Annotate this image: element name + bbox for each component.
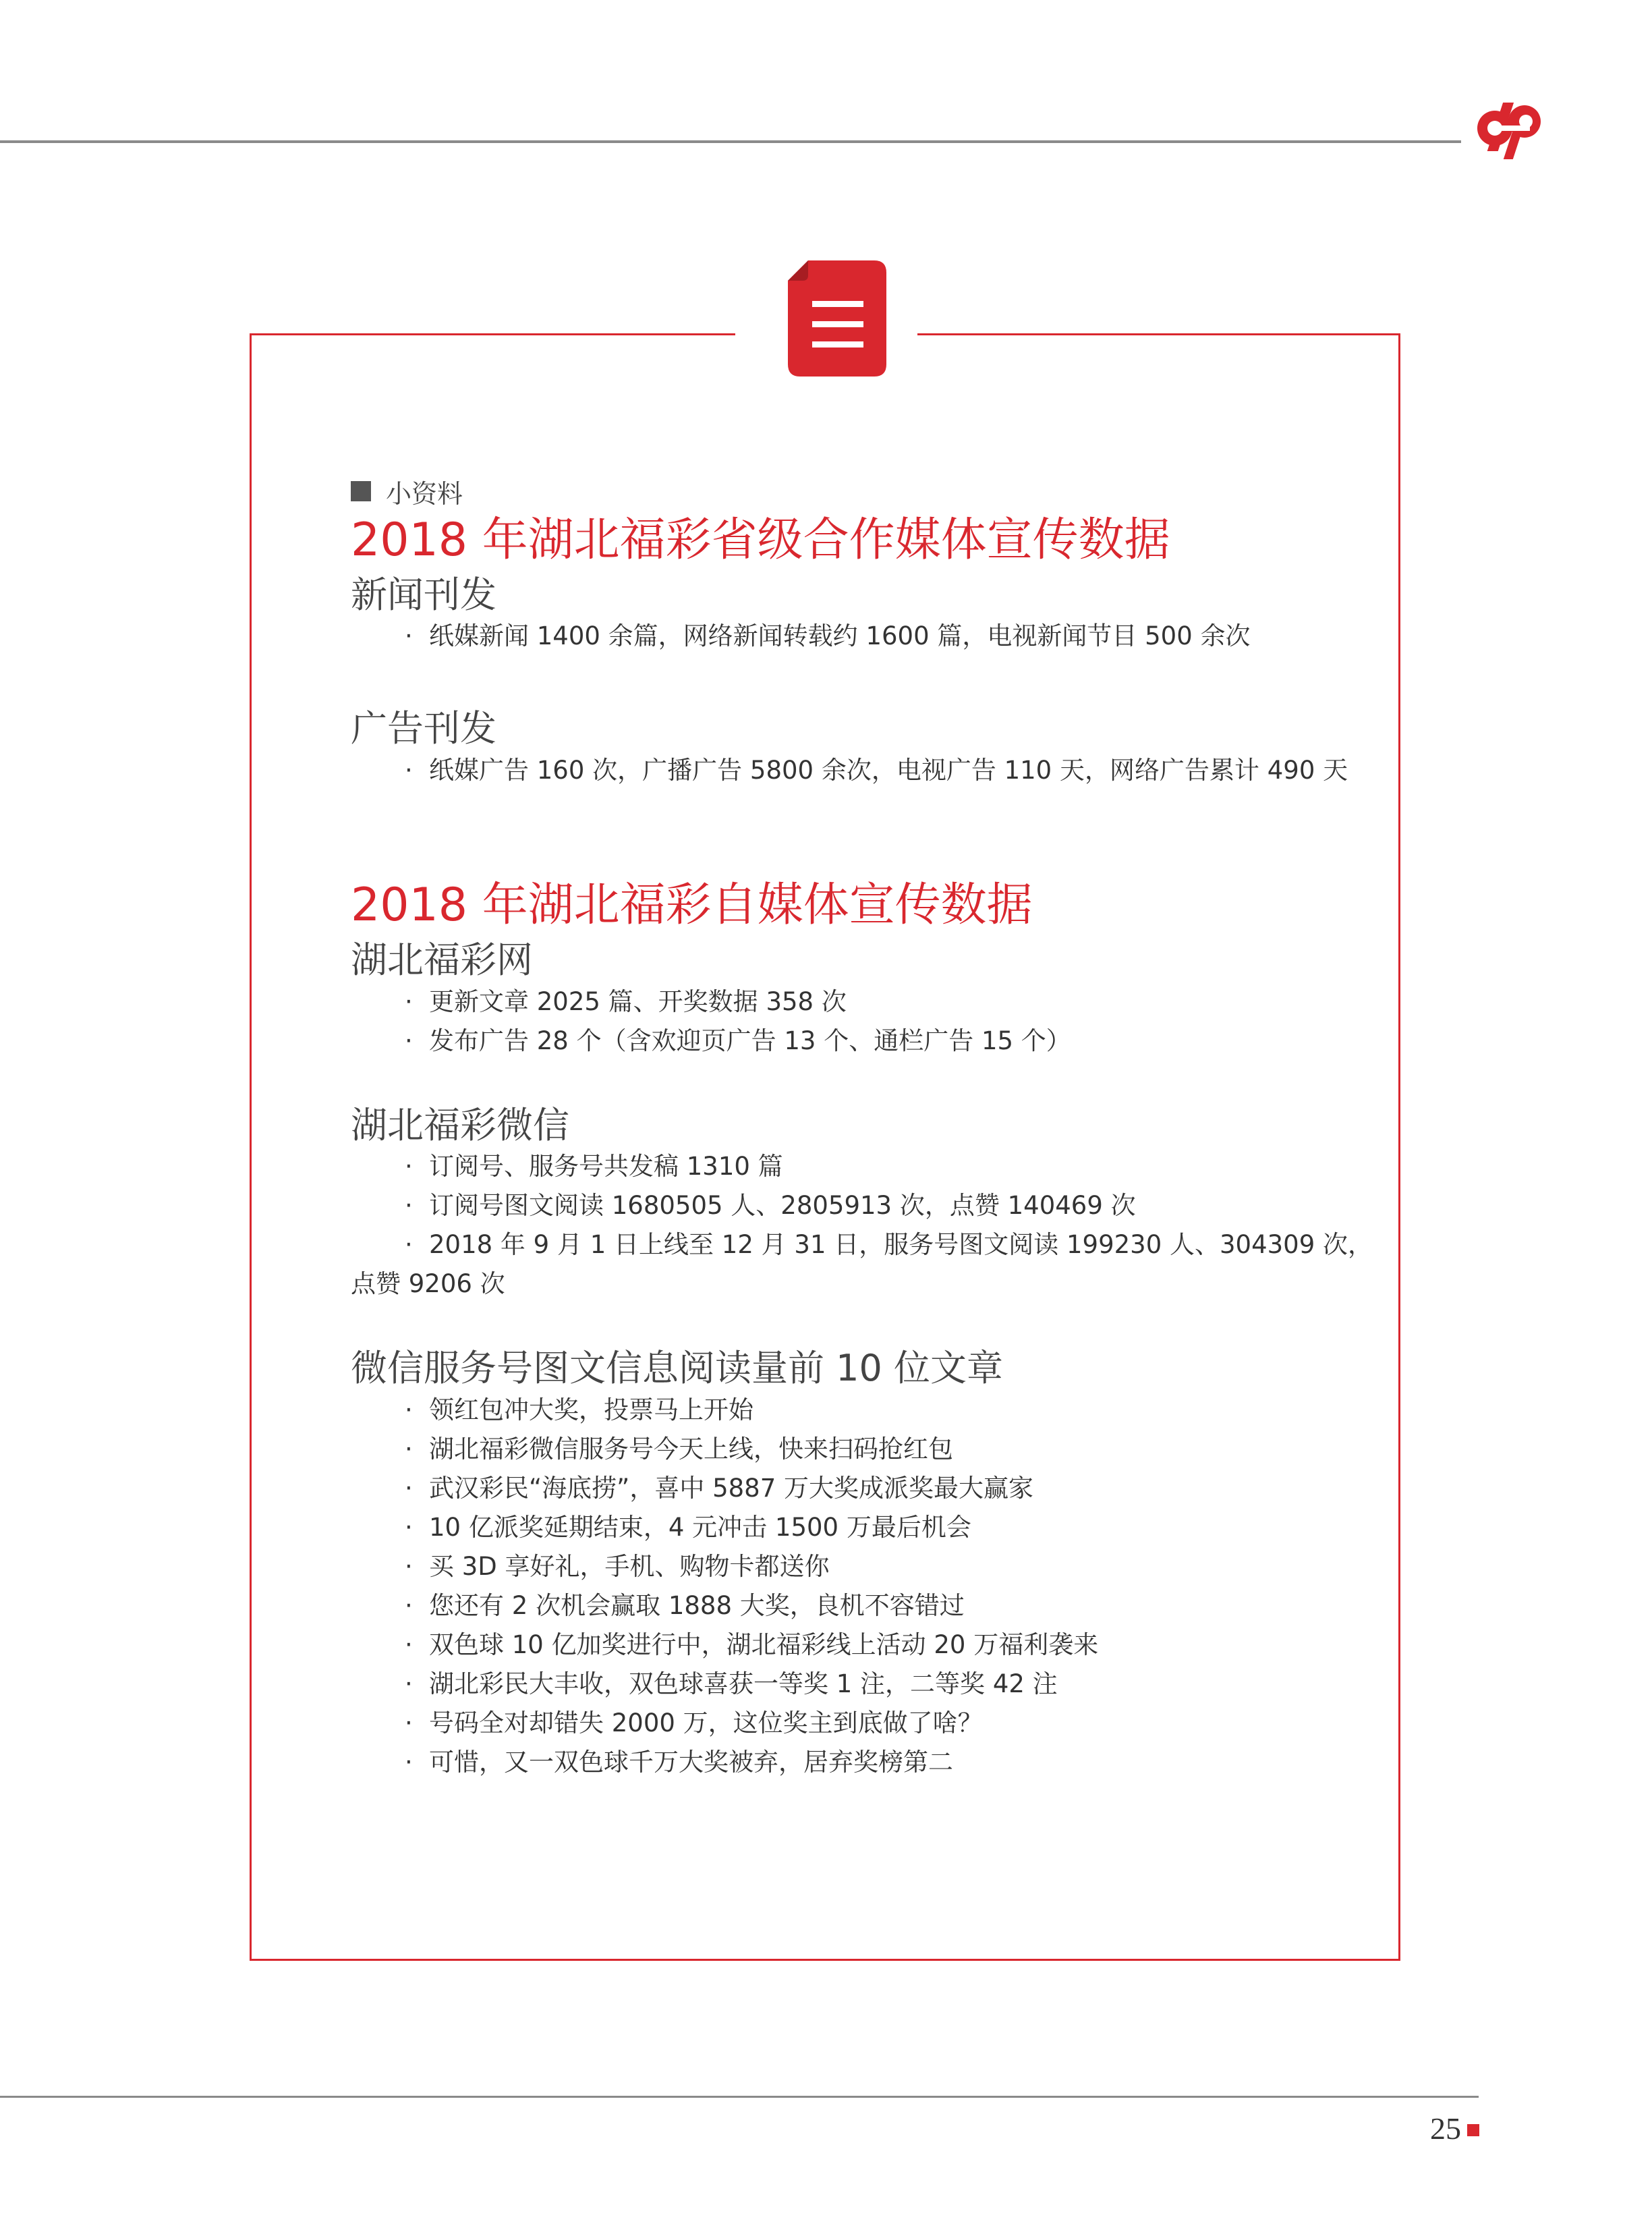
heading-top10: 微信服务号图文信息阅读量前 10 位文章 <box>351 1347 1004 1390</box>
dot-bullet-icon: · <box>405 1474 413 1503</box>
heading-news: 新闻刊发 <box>351 573 496 616</box>
list-item-continuation: 点赞 9206 次 <box>351 1269 505 1299</box>
dot-bullet-icon: · <box>405 1552 413 1582</box>
kicker-label: 小资料 <box>386 478 463 509</box>
list-item: · 湖北福彩微信服务号今天上线，快来扫码抢红包 <box>351 1430 1363 1469</box>
heading-wechat: 湖北福彩微信 <box>351 1103 569 1146</box>
welfare-lottery-logo-icon <box>1469 94 1557 162</box>
dot-bullet-icon: · <box>405 986 413 1016</box>
list-item: · 号码全对却错失 2000 万，这位奖主到底做了啥？ <box>351 1704 1363 1743</box>
section-title-self-media: 2018 年湖北福彩自媒体宣传数据 <box>351 879 1033 933</box>
list-item: · 2018 年 9 月 1 日上线至 12 月 31 日，服务号图文阅读 199230 人、304309 次， <box>351 1225 1363 1264</box>
heading-ads: 广告刊发 <box>351 707 496 750</box>
dot-bullet-icon: · <box>405 1630 413 1660</box>
list-item: · 双色球 10 亿加奖进行中，湖北福彩线上活动 20 万福利袭来 <box>351 1625 1363 1665</box>
page-number: 25 <box>1430 2111 1461 2146</box>
list-item: · 发布广告 28 个（含欢迎页广告 13 个、通栏广告 15 个） <box>351 1022 1363 1061</box>
dot-bullet-icon: · <box>405 1435 413 1464</box>
dot-bullet-icon: · <box>405 1152 413 1181</box>
list-item: · 纸媒广告 160 次，广播广告 5800 余次，电视广告 110 天，网络广告累计 490 天 <box>351 751 1363 790</box>
dot-bullet-icon: · <box>405 1513 413 1542</box>
dot-bullet-icon: · <box>405 756 413 785</box>
document-icon <box>788 260 886 377</box>
list-item: · 10 亿派奖延期结束，4 元冲击 1500 万最后机会 <box>351 1508 1363 1547</box>
card-content <box>351 472 1373 1782</box>
list-item: · 订阅号图文阅读 1680505 人、2805913 次，点赞 140469 次 <box>351 1186 1363 1225</box>
dot-bullet-icon: · <box>405 1395 413 1425</box>
dot-bullet-icon: · <box>405 1708 413 1738</box>
header-rule <box>0 140 1461 143</box>
section-title-provincial-media: 2018 年湖北福彩省级合作媒体宣传数据 <box>351 513 1170 567</box>
list-item: · 订阅号、服务号共发稿 1310 篇 <box>351 1147 1363 1186</box>
list-item: · 湖北彩民大丰收，双色球喜获一等奖 1 注，二等奖 42 注 <box>351 1665 1363 1704</box>
dot-bullet-icon: · <box>405 1230 413 1260</box>
heading-website: 湖北福彩网 <box>351 938 533 981</box>
dot-bullet-icon: · <box>405 1748 413 1777</box>
list-item: · 买 3D 享好礼，手机、购物卡都送你 <box>351 1547 1363 1586</box>
list-item: · 您还有 2 次机会赢取 1888 大奖，良机不容错过 <box>351 1586 1363 1625</box>
page-marker-icon <box>1467 2124 1479 2136</box>
kicker <box>351 472 1363 510</box>
dot-bullet-icon: · <box>405 1669 413 1699</box>
footer-rule <box>0 2096 1479 2098</box>
dot-bullet-icon: · <box>405 1591 413 1621</box>
list-item: · 纸媒新闻 1400 余篇，网络新闻转载约 1600 篇，电视新闻节目 500 余次 <box>351 617 1363 656</box>
square-bullet-icon <box>351 481 371 501</box>
dot-bullet-icon: · <box>405 1026 413 1055</box>
dot-bullet-icon: · <box>405 1191 413 1221</box>
list-item: · 可惜，又一双色球千万大奖被弃，居弃奖榜第二 <box>351 1743 1363 1782</box>
list-item: · 领红包冲大奖，投票马上开始 <box>351 1391 1363 1430</box>
list-item: · 武汉彩民“海底捞”，喜中 5887 万大奖成派奖最大赢家 <box>351 1469 1363 1508</box>
list-item: · 更新文章 2025 篇、开奖数据 358 次 <box>351 982 1363 1022</box>
dot-bullet-icon: · <box>405 621 413 651</box>
